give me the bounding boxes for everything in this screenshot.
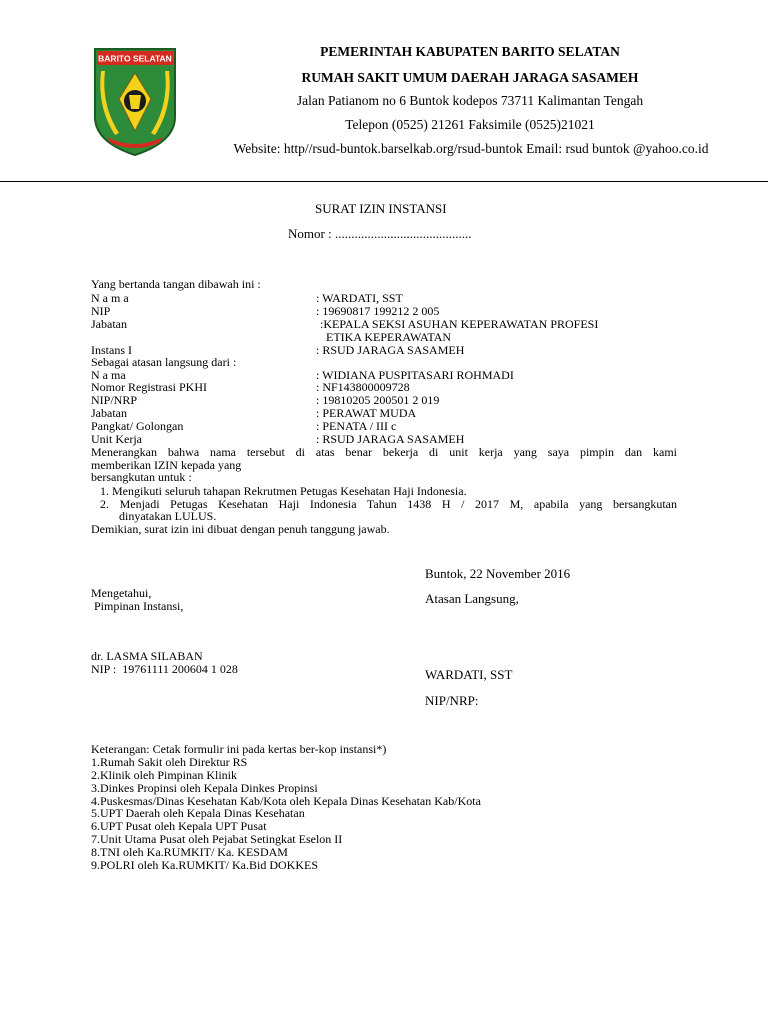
subject-name-label: N a ma	[91, 368, 126, 382]
subject-rank-value: : PENATA / III c	[316, 419, 397, 433]
signer-nip-label: NIP	[91, 304, 111, 318]
header-government-name: PEMERINTAH KABUPATEN BARITO SELATAN	[320, 44, 620, 59]
header-phone: Telepon (0525) 21261 Faksimile (0525)21021	[345, 117, 595, 132]
logo-banner-text: BARITO SELATAN	[98, 53, 172, 64]
notes-item: 3.Dinkes Propinsi oleh Kepala Dinkes Propinsi	[91, 781, 318, 795]
subject-unit-value: : RSUD JARAGA SASAMEH	[316, 432, 465, 446]
notes-item: 2.Klinik oleh Pimpinan Klinik	[91, 768, 237, 782]
signer-agency-value: : RSUD JARAGA SASAMEH	[316, 343, 465, 357]
subject-nip-label: NIP/NRP	[91, 393, 138, 407]
body-paragraph-line3: bersangkutan untuk :	[91, 470, 192, 484]
subordinate-intro: Sebagai atasan langsung dari :	[91, 355, 237, 369]
subject-position-label: Jabatan	[91, 406, 127, 420]
subject-position-value: : PERAWAT MUDA	[316, 406, 417, 420]
signer-nip-value: : 19690817 199212 2 005	[316, 304, 440, 318]
right-sign-title: Atasan Langsung,	[425, 591, 519, 606]
place-date: Buntok, 22 November 2016	[425, 566, 571, 581]
left-signer-nip: NIP : 19761111 200604 1 028	[91, 662, 238, 676]
header-address: Jalan Patianom no 6 Buntok kodepos 73711 Kalimantan Tengah	[296, 93, 644, 108]
signer-position-label: Jabatan	[91, 317, 127, 331]
header-hospital-name: RUMAH SAKIT UMUM DAERAH JARAGA SASAMEH	[301, 70, 639, 85]
body-list-item-2-cont: dinyatakan LULUS.	[119, 509, 217, 523]
left-sign-title-2: Pimpinan Instansi,	[91, 599, 184, 613]
notes-item: 9.POLRI oleh Ka.RUMKIT/ Ka.Bid DOKKES	[91, 858, 318, 872]
notes-item: 7.Unit Utama Pusat oleh Pejabat Setingkat Eselon II	[91, 832, 343, 846]
letter-number: Nomor : ..........................................	[288, 226, 472, 241]
left-sign-title-1: Mengetahui,	[91, 586, 152, 600]
header-divider	[0, 181, 768, 182]
notes-heading: Keterangan: Cetak formulir ini pada kertas ber-kop instansi*)	[91, 742, 387, 756]
right-signer-name: WARDATI, SST	[425, 667, 513, 682]
subject-nip-value: : 19810205 200501 2 019	[316, 393, 440, 407]
subject-unit-label: Unit Kerja	[91, 432, 142, 446]
signer-position-value-line2: ETIKA KEPERAWATAN	[326, 330, 452, 344]
regency-emblem-logo	[93, 47, 177, 157]
signer-position-value-line1: :KEPALA SEKSI ASUHAN KEPERAWATAN PROFESI	[320, 317, 599, 331]
body-list-item-2: 2. Menjadi Petugas Kesehatan Haji Indonesia Tahun 1438 H / 2017 M, apabila yang bersangkutan	[100, 497, 677, 511]
subject-rank-label: Pangkat/ Golongan	[91, 419, 184, 433]
intro-text: Yang bertanda tangan dibawah ini :	[91, 277, 261, 291]
subject-name-value: : WIDIANA PUSPITASARI ROHMADI	[316, 368, 514, 382]
signer-name-value: : WARDATI, SST	[316, 291, 403, 305]
signer-agency-label: Instans I	[91, 343, 132, 357]
letter-title: SURAT IZIN INSTANSI	[315, 201, 447, 216]
header-website-email: Website: http//rsud-buntok.barselkab.org/rsud-buntok Email: rsud buntok @yahoo.co.id	[233, 141, 709, 156]
left-signer-name: dr. LASMA SILABAN	[91, 649, 203, 663]
notes-item: 6.UPT Pusat oleh Kepala UPT Pusat	[91, 819, 267, 833]
body-paragraph-line2: memberikan IZIN kepada yang	[91, 458, 242, 472]
notes-item: 5.UPT Daerah oleh Kepala Dinas Kesehatan	[91, 806, 305, 820]
subject-pkhi-label: Nomor Registrasi PKHI	[91, 380, 207, 394]
notes-item: 8.TNI oleh Ka.RUMKIT/ Ka. KESDAM	[91, 845, 288, 859]
notes-item: 4.Puskesmas/Dinas Kesehatan Kab/Kota oleh Kepala Dinas Kesehatan Kab/Kota	[91, 794, 481, 808]
signer-name-label: N a m a	[91, 291, 129, 305]
subject-pkhi-value: : NF143800009728	[316, 380, 410, 394]
right-signer-nip: NIP/NRP:	[425, 693, 479, 708]
body-list-item-1: 1. Mengikuti seluruh tahapan Rekrutmen Petugas Kesehatan Haji Indonesia.	[100, 484, 467, 498]
body-paragraph-line1: Menerangkan bahwa nama tersebut di atas benar bekerja di unit kerja yang saya pimpin dan kami	[91, 445, 677, 459]
body-closing: Demikian, surat izin ini dibuat dengan penuh tanggung jawab.	[91, 522, 390, 536]
notes-item: 1.Rumah Sakit oleh Direktur RS	[91, 755, 248, 769]
